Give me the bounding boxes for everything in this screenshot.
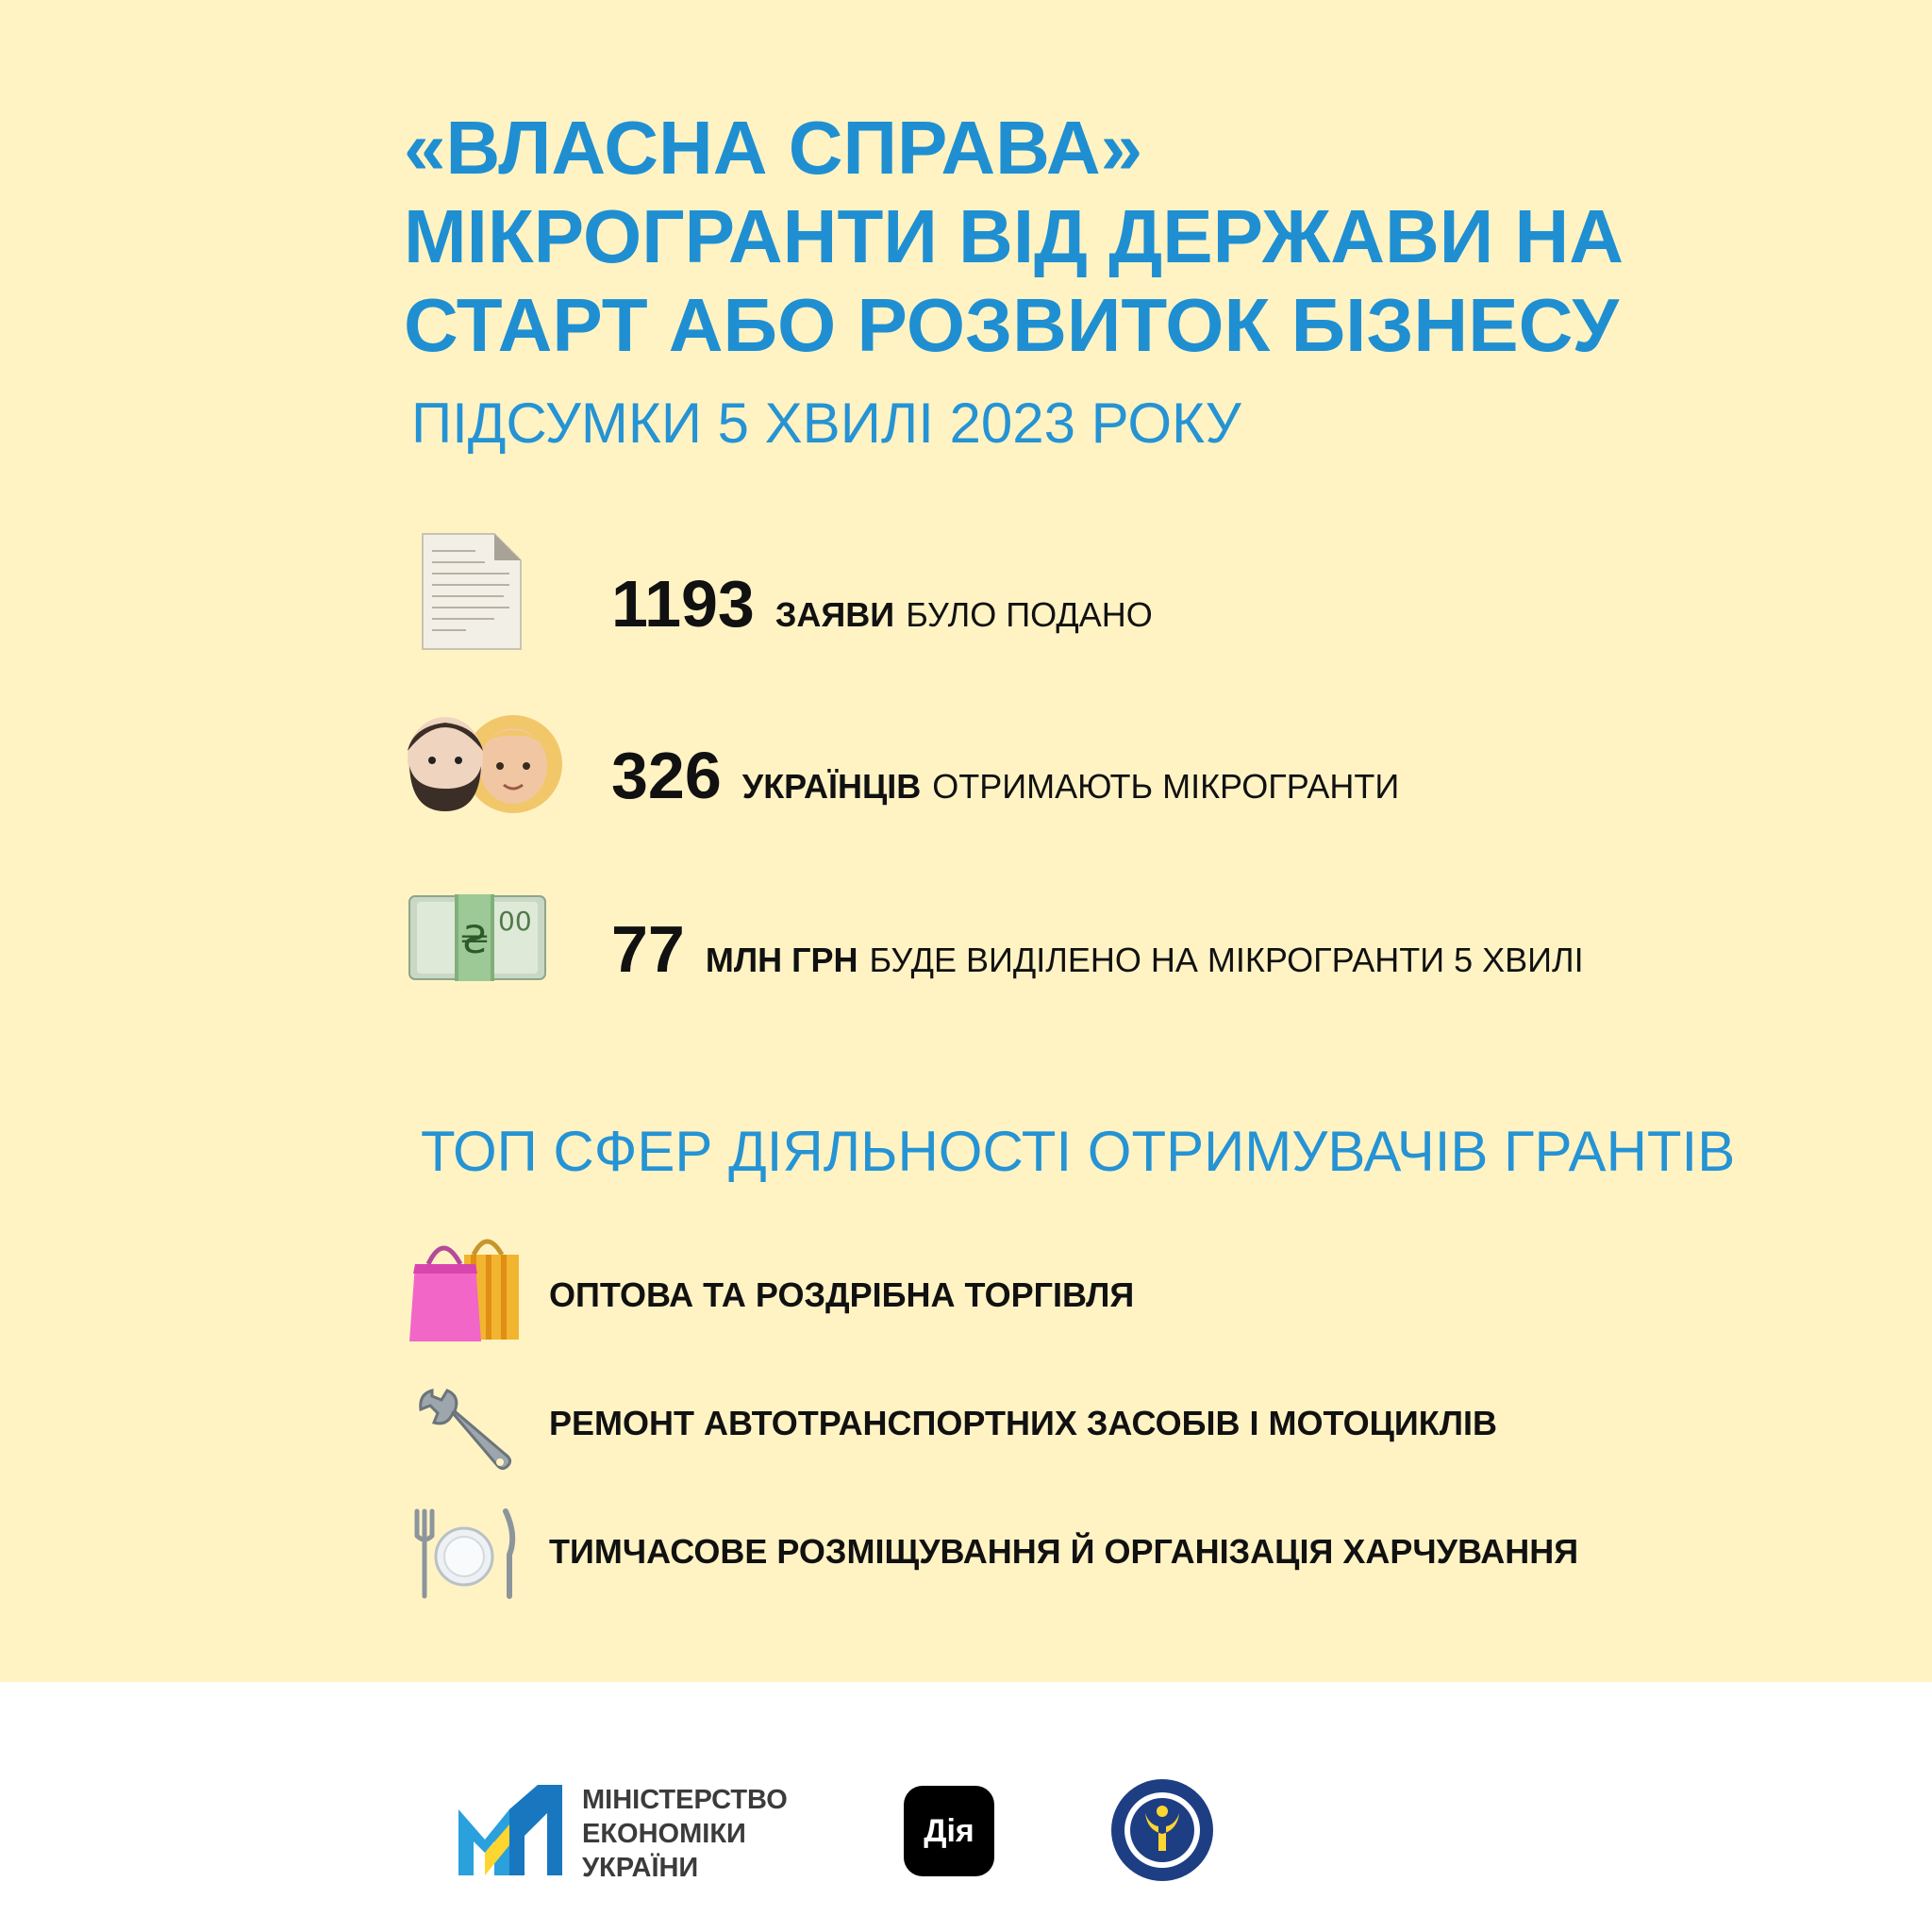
employment-service-logo — [1109, 1777, 1215, 1888]
stat-applications — [611, 566, 1153, 641]
stat-recipients — [611, 738, 1399, 813]
title-line-1: «ВЛАСНА СПРАВА» — [404, 106, 1143, 190]
page-subtitle: ПІДСУМКИ 5 ХВИЛІ 2023 РОКУ — [411, 391, 1241, 455]
wrench-icon — [415, 1385, 513, 1488]
couple-icon — [392, 709, 566, 818]
ministry-name-line: ЕКОНОМІКИ — [582, 1819, 746, 1849]
stat-number: 326 — [611, 739, 722, 812]
money-icon — [408, 891, 547, 990]
ministry-economy-name — [582, 1783, 788, 1885]
stat-keyword: УКРАЇНЦІВ — [741, 767, 922, 806]
stat-amount — [611, 911, 1584, 987]
stat-number: 77 — [611, 912, 685, 986]
ministry-economy-logo — [457, 1785, 564, 1882]
document-icon — [419, 530, 525, 658]
stat-text: БУДЕ ВИДІЛЕНО НА МІКРОГРАНТИ 5 ХВИЛІ — [869, 941, 1584, 979]
ministry-name-line: МІНІСТЕРСТВО — [582, 1785, 788, 1815]
title-line-3: СТАРТ АБО РОЗВИТОК БІЗНЕСУ — [404, 283, 1620, 367]
ministry-name-line: УКРАЇНИ — [582, 1853, 699, 1883]
plate-cutlery-icon — [411, 1507, 517, 1605]
svg-text:₴: ₴ — [459, 919, 490, 962]
title-line-2: МІКРОГРАНТИ ВІД ДЕРЖАВИ НА — [404, 194, 1624, 278]
sector-item: ОПТОВА ТА РОЗДРІБНА ТОРГІВЛЯ — [549, 1275, 1135, 1314]
stat-keyword: ЗАЯВИ — [774, 595, 895, 634]
stat-text: БУЛО ПОДАНО — [906, 595, 1153, 634]
svg-text:00: 00 — [498, 906, 532, 937]
stat-keyword: МЛН ГРН — [705, 941, 858, 979]
diya-logo: Дія — [904, 1786, 994, 1876]
page-title — [404, 104, 1624, 370]
sector-item: ТИМЧАСОВЕ РОЗМІЩУВАННЯ Й ОРГАНІЗАЦІЯ ХАРЧУВАННЯ — [549, 1532, 1579, 1571]
top-sectors-title: ТОП СФЕР ДІЯЛЬНОСТІ ОТРИМУВАЧІВ ГРАНТІВ — [421, 1120, 1736, 1183]
stat-number: 1193 — [611, 567, 755, 641]
stat-text: ОТРИМАЮТЬ МІКРОГРАНТИ — [932, 767, 1400, 806]
shopping-bags-icon — [408, 1232, 523, 1348]
sector-item: РЕМОНТ АВТОТРАНСПОРТНИХ ЗАСОБІВ І МОТОЦИКЛІВ — [549, 1404, 1497, 1442]
